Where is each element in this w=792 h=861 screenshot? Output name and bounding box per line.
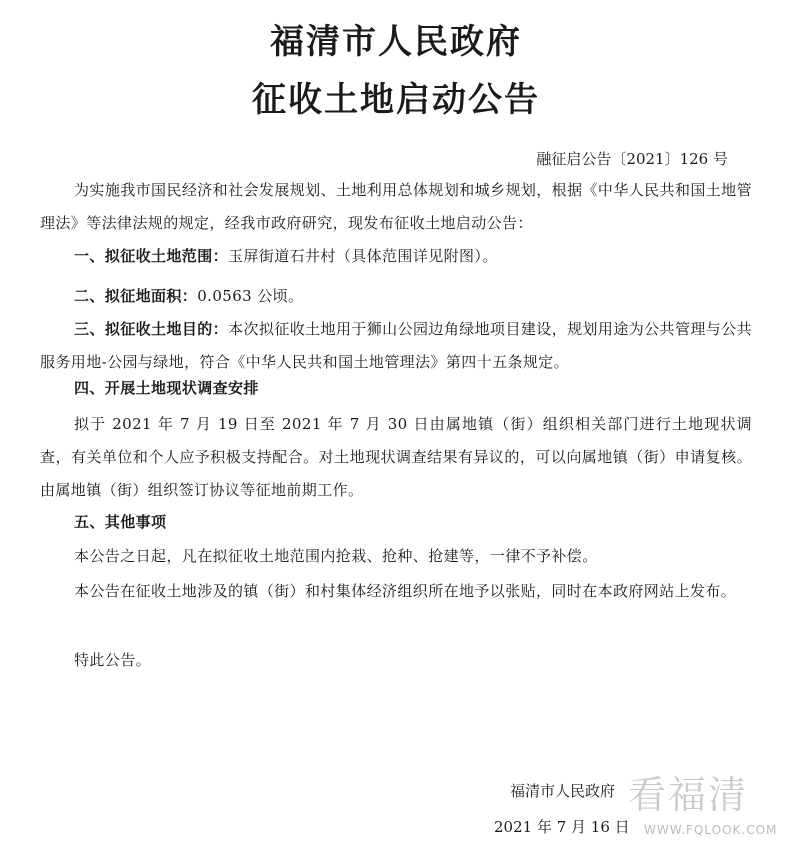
- section-3-heading: 三、拟征收土地目的：: [74, 320, 229, 338]
- closing-text: 特此公告。: [74, 651, 152, 669]
- section-2: [40, 280, 752, 313]
- section-1-text: 玉屏街道石井村（具体范围详见附图）。: [228, 247, 498, 265]
- title-line-1: 福清市人民政府: [270, 22, 522, 62]
- section-5-heading: 五、其他事项: [74, 513, 167, 531]
- section-2-text: 0.0563 公顷。: [197, 287, 304, 305]
- section-5-text-2: 本公告在征收土地涉及的镇（街）和村集体经济组织所在地予以张贴，同时在本政府网站上发布。: [74, 582, 737, 600]
- section-3-text: 本次拟征收土地用于狮山公园边角绿地项目建设，规划用途为公共管理与公共服务用地-公园与绿地，符合《中华人民共和国土地管理法》第四十五条规定。: [40, 320, 752, 371]
- intro-paragraph: 为实施我市国民经济和社会发展规划、土地利用总体规划和城乡规划，根据《中华人民共和国土地管理法》等法律法规的规定，经我市政府研究，现发布征收土地启动公告：: [40, 181, 752, 232]
- watermark-url: WWW.FQLOOK.COM: [644, 823, 778, 837]
- section-5-text-1: 本公告之日起，凡在拟征收土地范围内抢栽、抢种、抢建等，一律不予补偿。: [74, 547, 598, 565]
- section-1-heading: 一、拟征收土地范围：: [74, 247, 229, 265]
- signature-date: 2021 年 7 月 16 日: [494, 818, 630, 836]
- watermark-text: 看福清: [628, 773, 749, 817]
- signature-org: 福清市人民政府: [510, 782, 616, 800]
- section-4-heading: 四、开展土地现状调查安排: [74, 379, 259, 397]
- section-4-text: 拟于 2021 年 7 月 19 日至 2021 年 7 月 30 日由属地镇（街）组织相关部门进行土地现状调查，有关单位和个人应予积极支持配合。对土地现状调查结果有异议的，可以向属地镇（街）申请复核。由属地镇（街）组织签订协议等征地前期工作。: [40, 415, 752, 499]
- watermark-logo: [628, 773, 790, 853]
- title-line-2: 征收土地启动公告: [252, 80, 540, 120]
- section-3: [40, 313, 752, 379]
- section-2-heading: 二、拟征地面积：: [74, 287, 198, 305]
- section-1: [40, 240, 752, 273]
- document-number: 融征启公告〔2021〕126 号: [536, 150, 728, 168]
